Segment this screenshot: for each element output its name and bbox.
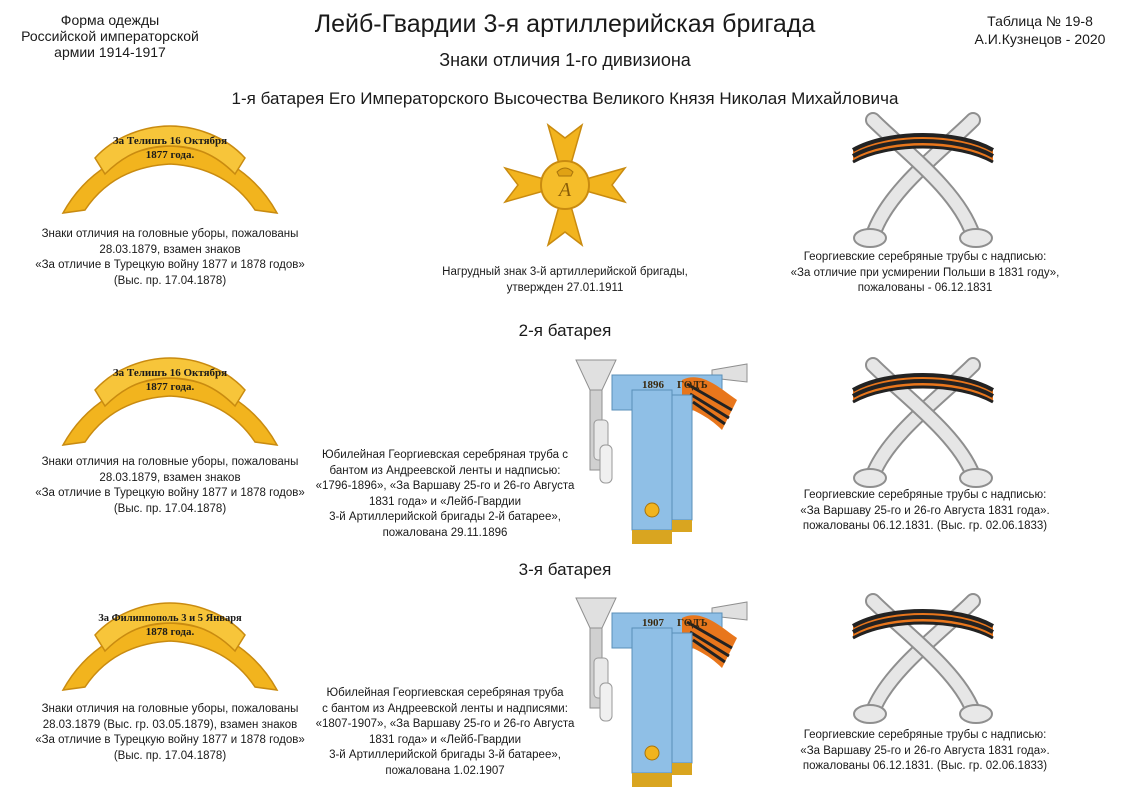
trumpets-caption-2 [785,488,1065,535]
caption-line: 3-й Артиллерийской бригады 2-й батарее», [329,511,561,524]
section-heading-1: 1-я батарея Его Императорского Высочества Великого Князя Николая Михайловича [231,89,899,108]
badge-caption-1 [20,227,320,289]
caption-line: пожалованы 06.12.1831. (Выс. гр. 02.06.1833) [802,760,1048,773]
header-left-line: Российской императорской [21,28,199,44]
caption-line: «За отличие в Турецкую войну 1877 и 1878 годов» [35,734,305,747]
caption-line: «За Варшаву 25-го и 26-го Августа 1831 года». [800,504,1050,517]
caption-line: «За отличие при усмирении Польши в 1831 году», [790,266,1060,279]
ribbon-year: 1896 [642,379,664,391]
caption-line: «За отличие в Турецкую войну 1877 и 1878 годов» [35,259,305,272]
trumpets-caption-1 [785,250,1065,297]
caption-line: «За Варшаву 25-го и 26-го Августа 1831 года». [800,744,1050,757]
caption-line: 1831 года» и «Лейб-Гвардии [368,495,521,508]
caption-line: бантом из Андреевской ленты и надписью: [329,464,561,477]
ribbon-year: 1907 [642,617,664,629]
caption-line: Знаки отличия на головные уборы, пожалованы [41,228,299,240]
crossed-trumpets-icon [848,360,998,490]
badge-text-line: 1878 года. [145,626,195,638]
table-number: Таблица № 19-8 [987,13,1093,29]
caption-line: (Выс. пр. 17.04.1878) [113,274,227,287]
badge-caption-3 [20,702,320,764]
headdress-banner-icon [55,350,285,460]
breast-cross-icon [500,120,630,250]
caption-line: утвержден 27.01.1911 [506,281,624,294]
ribbon-word: ГОДЪ [677,617,708,629]
caption-line: 28.03.1879 (Выс. гр. 03.05.1879), взамен знаков [42,718,298,731]
caption-line: Юбилейная Георгиевская серебряная труба с [322,449,568,461]
caption-line: «1807-1907», «За Варшаву 25-го и 26-го Августа [315,718,575,731]
badge-text-line: За Филиппополь 3 и 5 Января [98,613,242,624]
caption-line: Нагрудный знак 3-й артиллерийской бригады, [442,266,688,278]
badge-text-line: За Телишъ 16 Октября [112,135,228,147]
middle-caption-1 [430,265,700,296]
caption-line: 28.03.1879, взамен знаков [99,471,241,484]
jubilee-trumpet-icon [572,350,752,545]
caption-line: 28.03.1879, взамен знаков [99,243,241,256]
crossed-trumpets-icon [848,110,998,250]
header-left-block [20,12,200,60]
caption-line: Знаки отличия на головные уборы, пожалованы [41,703,299,715]
section-heading-3: 3-я батарея [518,560,612,579]
header-right-block [960,12,1120,48]
svg-text:A: A [558,179,572,201]
caption-line: Георгиевские серебряные трубы с надписью: [803,251,1047,263]
caption-line: пожалована 1.02.1907 [385,764,505,777]
caption-line: 1831 года» и «Лейб-Гвардии [368,733,521,746]
page-title: Лейб-Гвардии 3-я артиллерийская бригада [314,10,816,38]
jubilee-trumpet-icon [572,588,752,788]
page-subtitle: Знаки отличия 1-го дивизиона [439,50,691,70]
caption-line: с бантом из Андреевской ленты и надписями: [322,702,568,715]
badge-caption-2 [20,455,320,517]
caption-line: Юбилейная Георгиевская серебряная труба [326,687,564,699]
caption-line: Георгиевские серебряные трубы с надписью: [803,489,1047,501]
caption-line: Георгиевские серебряные трубы с надписью: [803,729,1047,741]
headdress-banner-icon [55,595,285,705]
caption-line: (Выс. пр. 17.04.1878) [113,502,227,515]
middle-caption-3 [305,686,585,780]
header-left-line: Форма одежды [60,12,160,28]
badge-text-line: 1877 года. [145,381,195,393]
badge-text-line: За Телишъ 16 Октября [112,367,228,379]
caption-line: пожалованы 06.12.1831. (Выс. гр. 02.06.1833) [802,520,1048,533]
crossed-trumpets-icon [848,596,998,726]
trumpets-caption-3 [785,728,1065,775]
section-heading-2: 2-я батарея [518,321,612,340]
caption-line: «1796-1896», «За Варшаву 25-го и 26-го Августа [315,480,575,493]
badge-text-line: 1877 года. [145,149,195,161]
middle-caption-2 [305,448,585,542]
caption-line: пожалована 29.11.1896 [382,526,508,539]
header-left-line: армии 1914-1917 [54,44,166,60]
caption-line: Знаки отличия на головные уборы, пожалованы [41,456,299,468]
caption-line: 3-й Артиллерийской бригады 3-й батарее», [329,749,561,762]
caption-line: (Выс. пр. 17.04.1878) [113,749,227,762]
caption-line: «За отличие в Турецкую войну 1877 и 1878 годов» [35,487,305,500]
author-year: А.И.Кузнецов - 2020 [974,31,1106,47]
ribbon-word: ГОДЪ [677,379,708,391]
headdress-banner-icon [55,118,285,228]
caption-line: пожалованы - 06.12.1831 [857,282,993,295]
